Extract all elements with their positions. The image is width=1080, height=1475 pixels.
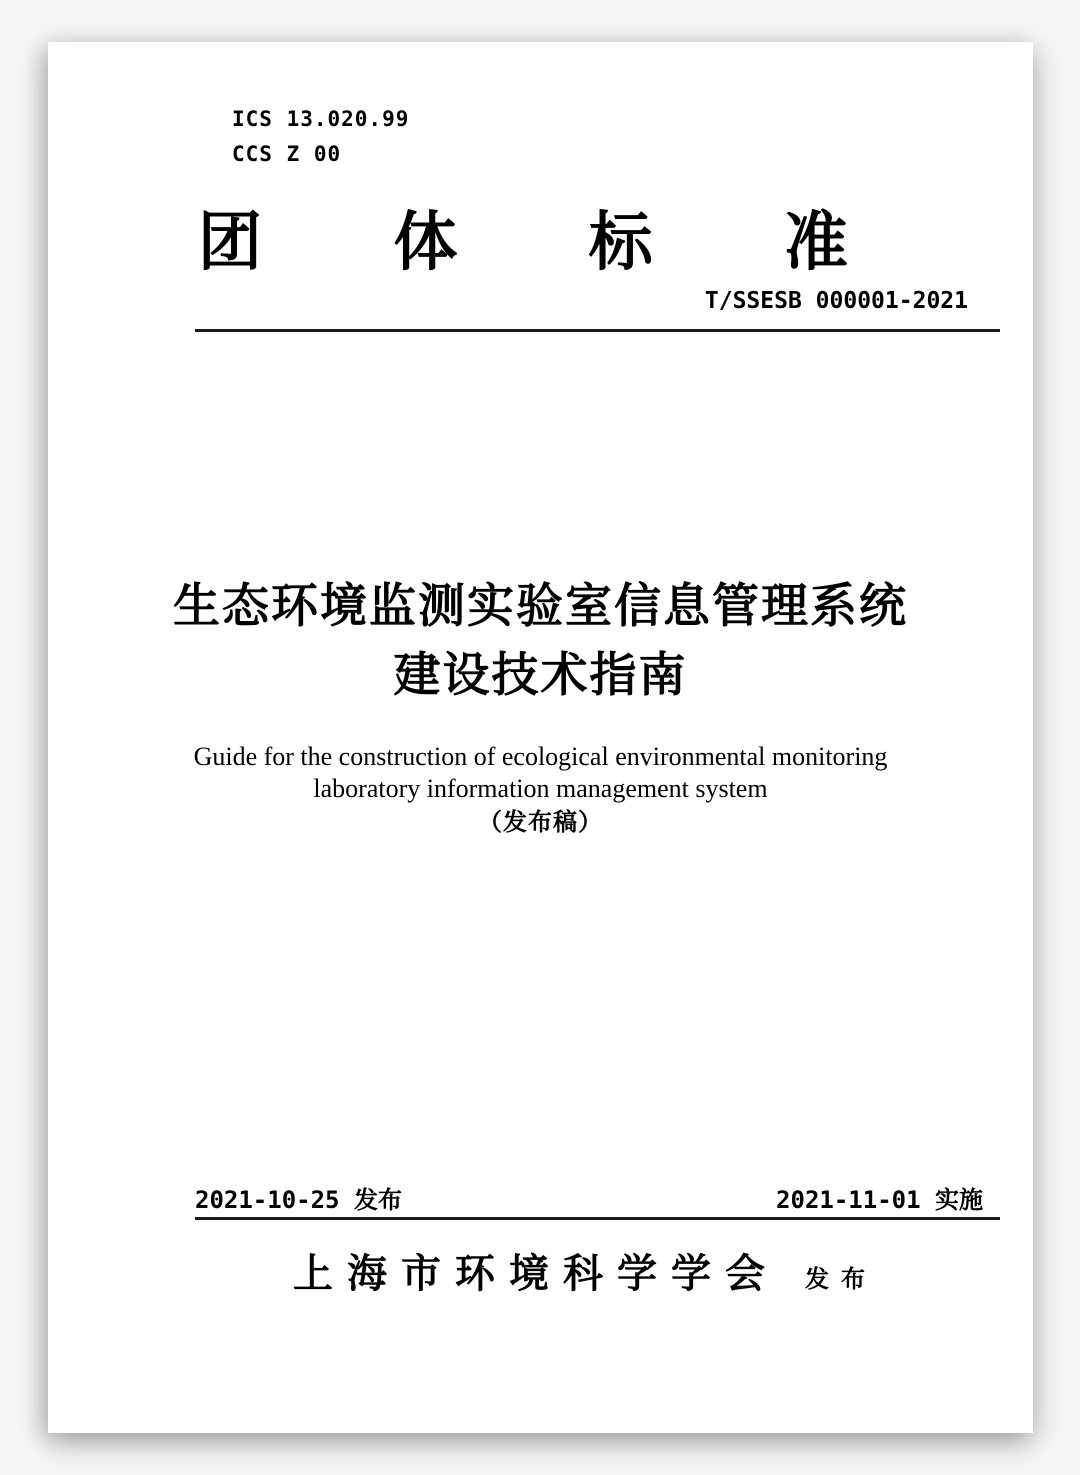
subtitle-english-line2: laboratory information management system bbox=[313, 774, 768, 803]
ccs-code: CCS Z 00 bbox=[232, 142, 342, 166]
issuer-name: 上海市环境科学学会 bbox=[293, 1251, 779, 1296]
implement-date: 2021-11-01 实施 bbox=[776, 1186, 983, 1214]
draft-status-note: （发布稿） bbox=[478, 809, 603, 836]
subtitle-english bbox=[48, 741, 1033, 805]
document-cover-page bbox=[48, 42, 1033, 1433]
doc-type-char: 标 bbox=[588, 206, 653, 278]
issuer-row bbox=[293, 1242, 877, 1299]
main-title-chinese bbox=[48, 579, 1033, 701]
document-type-title bbox=[198, 206, 848, 278]
issue-date: 2021-10-25 发布 bbox=[195, 1186, 402, 1214]
header-divider-line bbox=[195, 329, 1000, 332]
doc-type-char: 团 bbox=[198, 206, 262, 278]
footer-divider-line bbox=[195, 1217, 1000, 1220]
issuer-action-label: 发布 bbox=[805, 1266, 877, 1293]
subtitle-english-line1: Guide for the construction of ecological environmental monitoring bbox=[193, 742, 888, 771]
doc-type-char: 准 bbox=[783, 206, 848, 278]
ics-code: ICS 13.020.99 bbox=[232, 107, 410, 131]
main-title-line2: 建设技术指南 bbox=[393, 648, 688, 701]
main-title-line1: 生态环境监测实验室信息管理系统 bbox=[173, 579, 908, 632]
classification-codes bbox=[232, 102, 409, 172]
standard-number: T/SSESB 000001-2021 bbox=[704, 288, 968, 314]
doc-type-char: 体 bbox=[393, 206, 458, 278]
